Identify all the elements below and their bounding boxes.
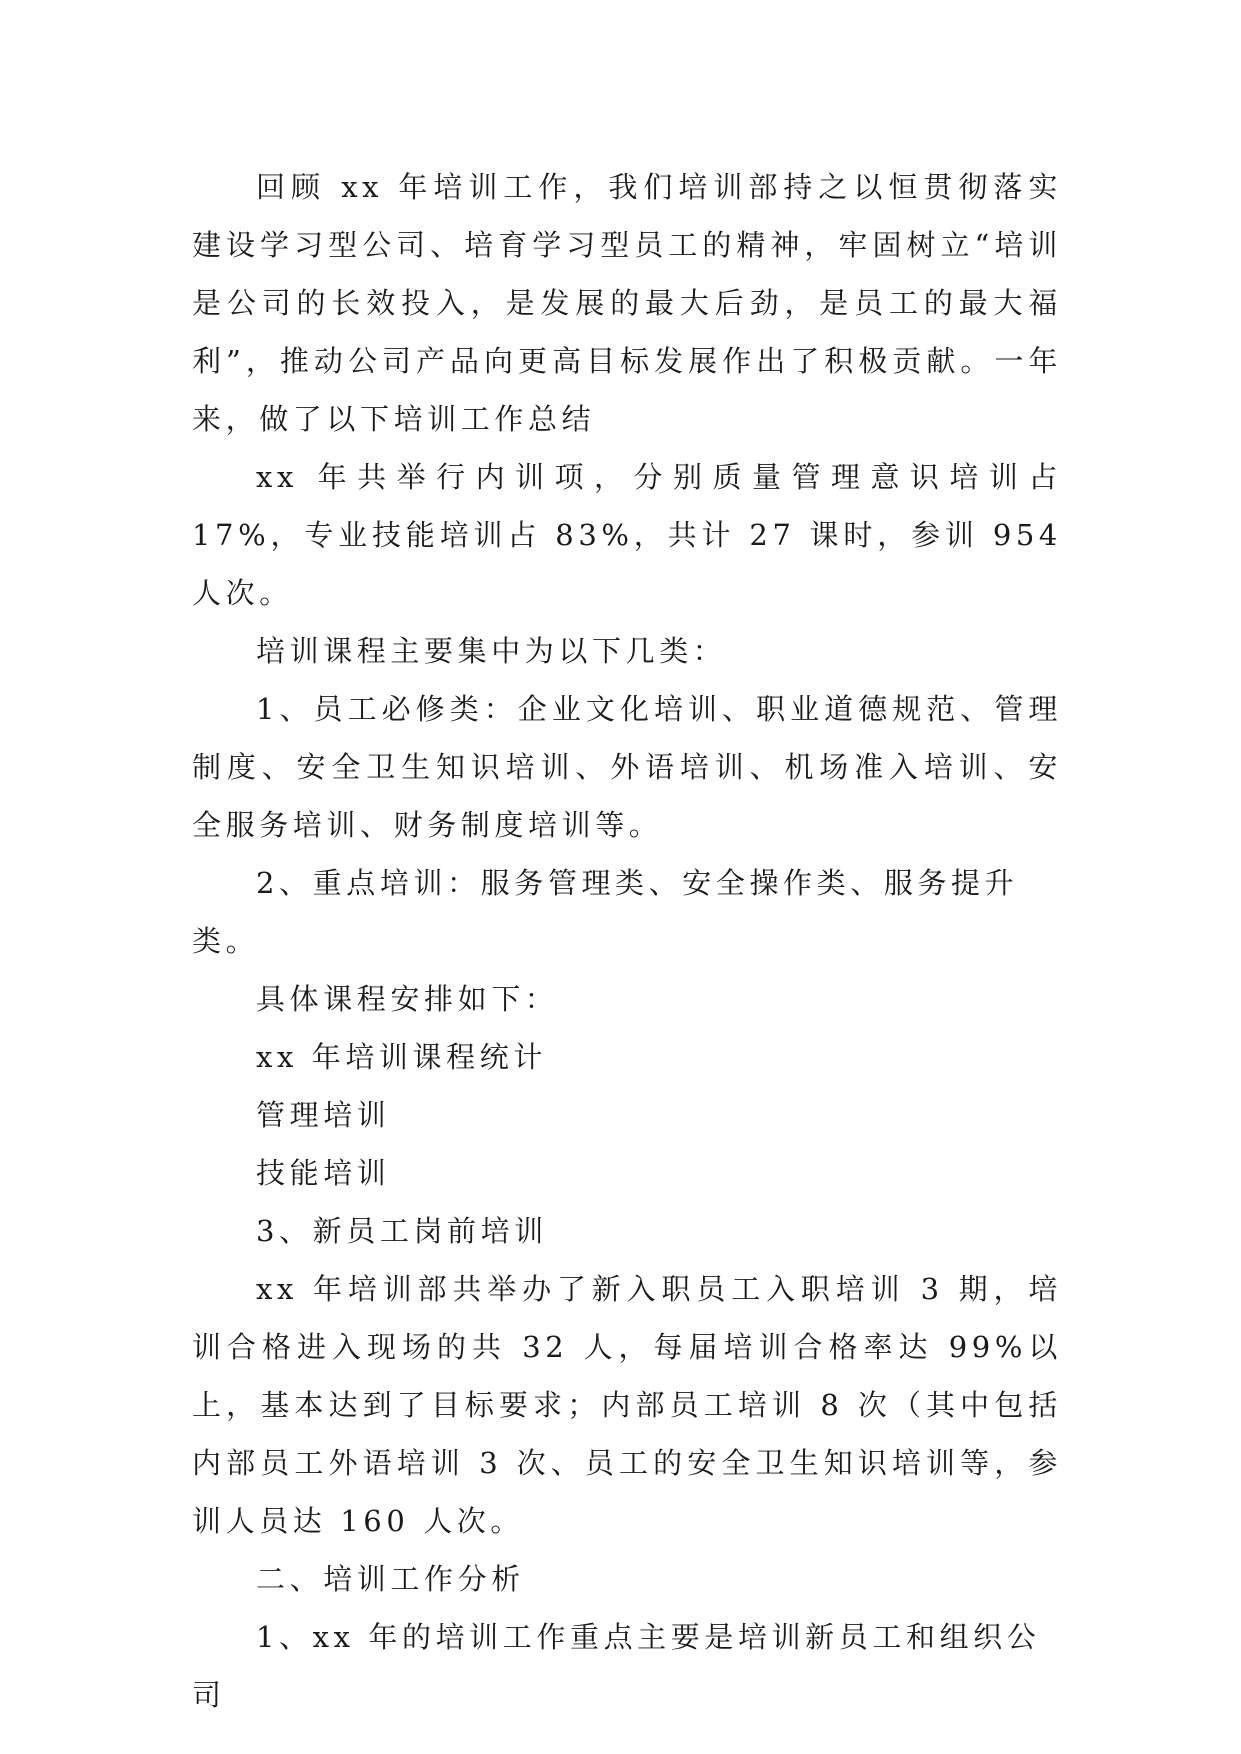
document-body: [192, 158, 1062, 1724]
paragraph-training-stats: xx 年共举行内训项，分别质量管理意识培训占 17%，专业技能培训占 83%，共计 27 课时，参训 954 人次。: [192, 460, 1062, 610]
section-heading-analysis: 二、培训工作分析: [256, 1562, 525, 1596]
paragraph-analysis-point-1: 1、xx 年的培训工作重点主要是培训新员工和组织公司: [192, 1620, 1041, 1712]
paragraph-required-courses: 1、员工必修类：企业文化培训、职业道德规范、管理制度、安全卫生知识培训、外语培训、机场准入培训、安全服务培训、财务制度培训等。: [192, 692, 1062, 842]
paragraph-intro: 回顾 xx 年培训工作，我们培训部持之以恒贯彻落实建设学习型公司、培育学习型员工的精神，牢固树立“培训是公司的长效投入，是发展的最大后劲，是员工的最大福利”，推动公司产品向更高目标发展作出了积极贡献。一年来，做了以下培训工作总结: [192, 170, 1062, 436]
paragraph-new-employee-heading: 3、新员工岗前培训: [256, 1214, 548, 1248]
paragraph-management-training: 管理培训: [256, 1098, 391, 1132]
paragraph-skills-training: 技能培训: [256, 1156, 391, 1190]
paragraph-course-categories: 培训课程主要集中为以下几类：: [256, 634, 727, 668]
paragraph-new-employee-details: xx 年培训部共举办了新入职员工入职培训 3 期，培训合格进入现场的共 32 人，每届培训合格率达 99%以上，基本达到了目标要求；内部员工培训 8 次（其中包括内部员工外语培训 3 次、员工的安全卫生知识培训等，参训人员达 160 人次。: [192, 1272, 1062, 1538]
paragraph-course-statistics: xx 年培训课程统计: [256, 1040, 547, 1074]
paragraph-key-training: 2、重点培训：服务管理类、安全操作类、服务提升类。: [192, 866, 1019, 958]
paragraph-schedule-heading: 具体课程安排如下：: [256, 982, 559, 1016]
